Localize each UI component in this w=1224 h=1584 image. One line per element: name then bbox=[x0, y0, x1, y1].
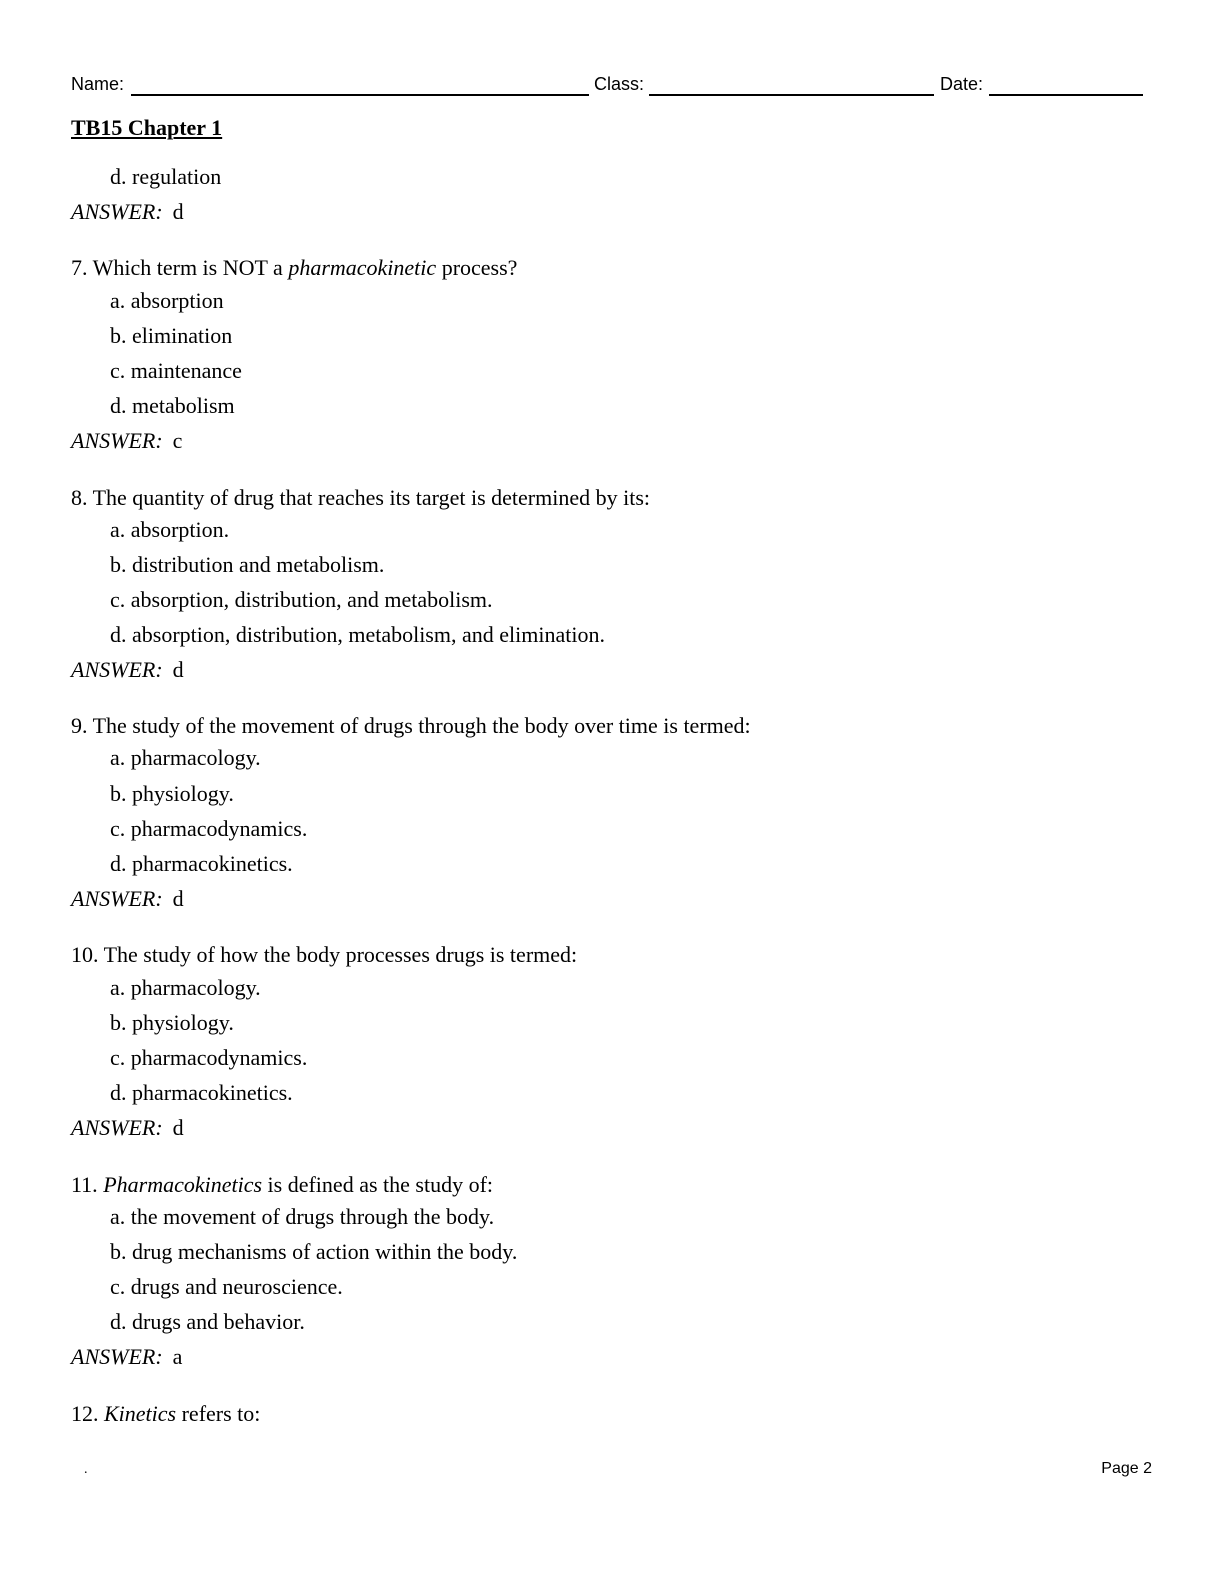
question-9-option-b: b. physiology. bbox=[110, 781, 234, 806]
date-label: Date: bbox=[940, 74, 984, 94]
question-12-text-end: refers to: bbox=[176, 1401, 261, 1426]
answer-value: d bbox=[172, 886, 184, 911]
question-7-option-b: b. elimination bbox=[110, 323, 233, 348]
question-7-option-d: d. metabolism bbox=[110, 393, 235, 418]
question-8-answer bbox=[71, 657, 184, 683]
page-title: TB15 Chapter 1 bbox=[71, 115, 223, 140]
question-11-text-end: is defined as the study of: bbox=[262, 1172, 494, 1197]
answer-label: ANSWER: bbox=[71, 657, 163, 682]
question-7-answer bbox=[71, 428, 182, 454]
answer-value: a bbox=[172, 1344, 183, 1369]
class-field-line[interactable] bbox=[649, 94, 934, 96]
class-label: Class: bbox=[594, 74, 645, 94]
question-10-answer bbox=[71, 1115, 184, 1141]
question-11-option-c: c. drugs and neuroscience. bbox=[110, 1274, 343, 1299]
answer-value: d bbox=[172, 199, 184, 224]
answer-prev bbox=[71, 199, 184, 225]
footer-mark: . bbox=[84, 1462, 88, 1477]
question-9-answer bbox=[71, 886, 184, 912]
question-8: 8. The quantity of drug that reaches its target is determined by its: bbox=[71, 485, 650, 510]
name-label: Name: bbox=[71, 74, 125, 94]
date-field-line[interactable] bbox=[989, 94, 1143, 96]
question-7 bbox=[71, 255, 517, 281]
question-12 bbox=[71, 1401, 260, 1427]
question-8-option-a: a. absorption. bbox=[110, 517, 230, 542]
question-8-option-b: b. distribution and metabolism. bbox=[110, 552, 385, 577]
question-10-option-a: a. pharmacology. bbox=[110, 975, 261, 1000]
answer-label: ANSWER: bbox=[71, 1115, 163, 1140]
question-9: 9. The study of the movement of drugs through the body over time is termed: bbox=[71, 713, 751, 738]
page-number: Page 2 bbox=[1101, 1460, 1152, 1477]
question-7-option-a: a. absorption bbox=[110, 288, 224, 313]
option-prev-d: d. regulation bbox=[110, 164, 222, 189]
answer-label: ANSWER: bbox=[71, 1344, 163, 1369]
question-11-text: 11. bbox=[71, 1172, 104, 1197]
question-7-text: 7. Which term is NOT a bbox=[71, 255, 289, 280]
question-9-option-a: a. pharmacology. bbox=[110, 745, 261, 770]
question-8-option-c: c. absorption, distribution, and metabolism. bbox=[110, 587, 493, 612]
question-12-emphasis: Kinetics bbox=[104, 1401, 177, 1426]
question-10: 10. The study of how the body processes drugs is termed: bbox=[71, 942, 578, 967]
question-7-emphasis: pharmacokinetic bbox=[288, 255, 437, 280]
question-7-text-end: process? bbox=[436, 255, 518, 280]
question-11-option-b: b. drug mechanisms of action within the body. bbox=[110, 1239, 518, 1264]
question-11-option-a: a. the movement of drugs through the body. bbox=[110, 1204, 495, 1229]
answer-value: d bbox=[172, 1115, 184, 1140]
answer-value: d bbox=[172, 657, 184, 682]
question-12-text: 12. bbox=[71, 1401, 104, 1426]
question-11-option-d: d. drugs and behavior. bbox=[110, 1309, 305, 1334]
question-7-option-c: c. maintenance bbox=[110, 358, 242, 383]
question-9-option-d: d. pharmacokinetics. bbox=[110, 851, 293, 876]
question-10-option-d: d. pharmacokinetics. bbox=[110, 1080, 293, 1105]
question-10-option-c: c. pharmacodynamics. bbox=[110, 1045, 308, 1070]
question-9-option-c: c. pharmacodynamics. bbox=[110, 816, 308, 841]
question-11-answer bbox=[71, 1344, 182, 1370]
student-info-header bbox=[71, 72, 1143, 96]
answer-label: ANSWER: bbox=[71, 428, 163, 453]
answer-label: ANSWER: bbox=[71, 199, 163, 224]
question-10-option-b: b. physiology. bbox=[110, 1010, 234, 1035]
question-8-option-d: d. absorption, distribution, metabolism, and elimination. bbox=[110, 622, 605, 647]
question-11 bbox=[71, 1172, 493, 1198]
question-11-emphasis: Pharmacokinetics bbox=[103, 1172, 263, 1197]
answer-label: ANSWER: bbox=[71, 886, 163, 911]
answer-value: c bbox=[172, 428, 183, 453]
name-field-line[interactable] bbox=[131, 94, 589, 96]
